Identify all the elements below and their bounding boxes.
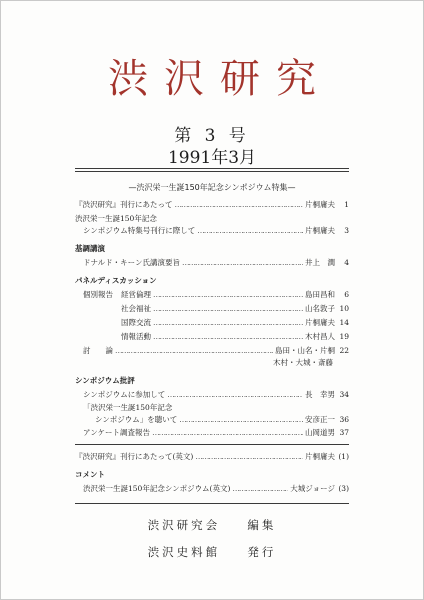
special-feature-heading: —渋沢栄一生誕150年記念シンポジウム特集— <box>128 183 296 192</box>
leader-dots <box>152 427 303 439</box>
table-of-contents <box>75 199 349 439</box>
toc-entry[interactable] <box>75 317 349 329</box>
top-rule-2 <box>75 171 349 172</box>
toc-entry-author-continued: 木村・大城・斎藤 <box>273 358 333 367</box>
toc-entry-author: 片桐庸夫 <box>305 226 335 235</box>
toc-entry-author: 長 幸男 <box>305 390 335 399</box>
toc-entry-title: 渋沢栄一生誕150年記念シンポジウム(英文) <box>83 484 231 493</box>
toc-entry-page: 22 <box>339 346 349 355</box>
toc-entry-author: 安彦正一 <box>305 415 335 424</box>
toc-entry-page: 14 <box>339 318 349 327</box>
issue-date: 1991年3月 <box>167 148 257 168</box>
toc-entry-title: 経営倫理 <box>121 290 151 299</box>
toc-entry[interactable] <box>75 225 349 237</box>
leader-dots <box>153 289 303 301</box>
table-of-contents-english <box>75 451 349 495</box>
toc-entry-page: (1) <box>338 452 349 461</box>
toc-entry-author: 木村昌人 <box>305 332 335 341</box>
toc-entry-title: アンケート調査報告 <box>83 428 151 437</box>
issue-number: 第 3 号 <box>174 126 250 146</box>
panel-report-label: 個別報告 <box>83 290 113 299</box>
leader-dots <box>153 331 303 343</box>
toc-entry-page: 36 <box>339 415 349 424</box>
leader-dots <box>175 199 304 211</box>
editor-role: 編集 <box>247 518 277 532</box>
leader-dots <box>182 257 303 269</box>
toc-entry[interactable] <box>75 303 349 315</box>
toc-entry-page: 34 <box>339 390 349 399</box>
section-rule <box>75 444 349 445</box>
journal-title: 渋沢研究 <box>108 56 332 102</box>
toc-entry-title: 『渋沢研究』刊行にあたって <box>75 200 173 209</box>
editor-name: 渋沢研究会 <box>147 518 221 532</box>
toc-entry-title: ドナルド・キーン氏講演要旨 <box>83 258 180 267</box>
toc-entry-title-line: 「渋沢栄一生誕150年記念 <box>83 403 173 412</box>
toc-entry-author: 井上 潤 <box>305 258 335 267</box>
leader-dots <box>197 225 303 237</box>
toc-entry-title: 情報活動 <box>121 332 151 341</box>
toc-entry-page: 4 <box>344 258 349 267</box>
toc-entry-page: 10 <box>339 304 349 313</box>
section-heading-comment: コメント <box>75 470 105 479</box>
toc-entry-author: 片桐庸夫 <box>305 318 335 327</box>
issuer-role: 発行 <box>247 545 277 559</box>
toc-entry-title: 社会福祉 <box>121 304 151 313</box>
bottom-rule <box>75 503 349 504</box>
leader-dots <box>195 451 303 463</box>
toc-entry[interactable] <box>75 257 349 269</box>
toc-entry-page: 1 <box>344 200 349 209</box>
toc-entry-page: 3 <box>344 226 349 235</box>
toc-entry-author: 山岡道男 <box>305 428 335 437</box>
toc-entry-discussion[interactable] <box>75 345 349 357</box>
leader-dots <box>179 414 303 426</box>
leader-dots <box>115 345 273 357</box>
section-heading-keynote: 基調講演 <box>75 244 105 253</box>
toc-entry-page: 37 <box>339 428 349 437</box>
toc-entry-author: 山名敦子 <box>305 304 335 313</box>
toc-entry[interactable] <box>75 289 349 301</box>
leader-dots <box>153 317 303 329</box>
toc-entry-author: 大城ジョージ <box>290 484 335 493</box>
toc-entry[interactable] <box>75 483 349 495</box>
toc-entry-page: 6 <box>344 290 349 299</box>
toc-entry[interactable] <box>75 389 349 401</box>
toc-entry[interactable] <box>75 331 349 343</box>
toc-entry-page: 19 <box>339 332 349 341</box>
issuer-name: 渋沢史料館 <box>147 545 221 559</box>
toc-entry-title: 討 論 <box>83 346 113 355</box>
leader-dots <box>232 483 288 495</box>
toc-entry[interactable] <box>75 451 349 463</box>
section-heading-critique: シンポジウム批評 <box>75 376 135 385</box>
toc-entry-title: シンポジウム特集号刊行に際して <box>83 226 196 235</box>
section-heading-panel: パネルディスカッション <box>75 276 157 285</box>
leader-dots <box>167 389 303 401</box>
toc-entry-author: 片桐庸夫 <box>305 452 335 461</box>
toc-entry-title: シンポジウム」を聴いて <box>95 415 178 424</box>
leader-dots <box>153 303 303 315</box>
toc-entry-author: 片桐庸夫 <box>305 200 335 209</box>
toc-entry-title-line: 渋沢栄一生誕150年記念 <box>75 214 157 223</box>
toc-entry-author: 島田・山名・片桐 <box>275 346 335 355</box>
toc-entry-title: 国際交流 <box>121 318 151 327</box>
toc-entry[interactable] <box>75 414 349 426</box>
top-rule-1 <box>75 168 349 169</box>
issuer-line <box>1 544 423 560</box>
editor-line <box>1 517 423 533</box>
toc-entry-title: 『渋沢研究』刊行にあたって(英文) <box>75 452 194 461</box>
toc-entry-page: (3) <box>338 484 349 493</box>
toc-entry[interactable] <box>75 199 349 211</box>
toc-entry-author: 島田昌和 <box>305 290 335 299</box>
toc-entry[interactable] <box>75 427 349 439</box>
toc-entry-title: シンポジウムに参加して <box>83 390 166 399</box>
